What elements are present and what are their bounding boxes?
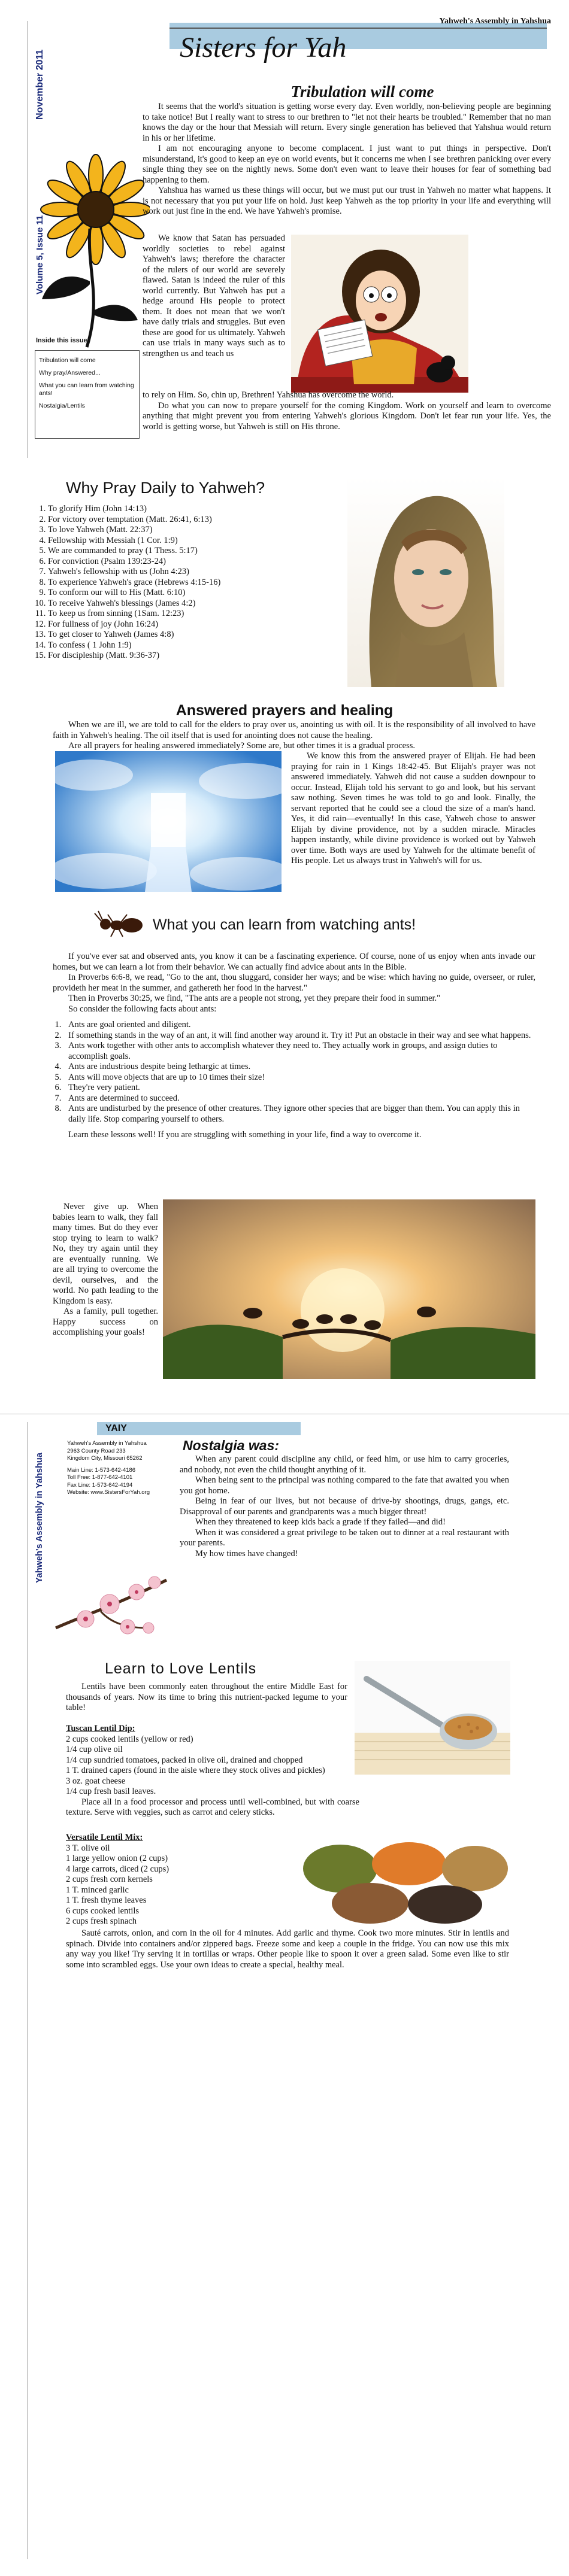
mix-ingredient: 1 T. minced garlic: [66, 1885, 129, 1895]
ants-p3: Then in Proverbs 30:25, we find, "The ants are a people not strong, yet they prepare their food in summer.": [68, 994, 441, 1003]
mix-ingredient: 2 cups fresh corn kernels: [66, 1875, 153, 1884]
inside-title: Inside this issue:: [36, 337, 90, 344]
heavenly-light-photo: [55, 751, 282, 892]
whypray-item: 11. To keep us from sinning (1Sam. 12:23): [48, 609, 343, 619]
issue-date: November 2011: [35, 49, 45, 120]
ants-fact: 2. If something stands in the way of an ant, it will find another way around it. Try it! Put an obstacle in their way and see what happens.: [63, 1031, 535, 1041]
tribulation-body-wrap: [143, 233, 285, 359]
answered-wrap: [291, 751, 535, 867]
masthead-tag: Yahweh's Assembly in Yahshua: [439, 17, 551, 26]
contact-line: 2963 County Road 233: [67, 1447, 126, 1454]
ants-p7: As a family, pull together. Happy success on accomplishing your goals!: [53, 1307, 158, 1337]
yaiy-bar: [97, 1422, 301, 1435]
nostalgia-item: Being in fear of our lives, but not because of drive-by shootings, drugs, gangs, etc. Disapproval of our parents and grandparents was a much bigger threat!: [180, 1496, 509, 1517]
nostalgia-item: When they threatened to keep kids back a grade if they failed—and did!: [195, 1517, 446, 1527]
inside-item[interactable]: What you can learn from watching ants!: [39, 382, 134, 397]
tribulation-body-bottom: [143, 390, 551, 432]
inside-item[interactable]: Why pray/Answered...: [39, 369, 101, 376]
tribulation-p2: I am not encouraging anyone to become complacent. I just want to put things in perspective. Don't misunderstand, it's good to keep an eye on world events, but it concerns me when I see brethren panicking over every single thing they see on the nightly news. Some don't even want to leave their houses for fear of something bad happening to them.: [143, 144, 551, 185]
nostalgia-body: [180, 1454, 509, 1559]
whypray-item: 15. For discipleship (Matt. 9:36-37): [48, 651, 343, 661]
answered-title: Answered prayers and healing: [175, 702, 394, 719]
mix-ingredient: 4 large carrots, diced (2 cups): [66, 1864, 170, 1874]
ants-fact: 8. Ants are undisturbed by the presence of other creatures. They ignore other species that are bigger than them. You can apply this in daily life. Stop comparing yourself to others.: [63, 1104, 535, 1125]
inside-item[interactable]: Nostalgia/Lentils: [39, 402, 86, 409]
whypray-item: 10. To receive Yahweh's blessings (James 4:2): [48, 599, 343, 609]
dip-ingredient: 1/4 cup olive oil: [66, 1745, 123, 1754]
dip-instructions: Place all in a food processor and process until well-combined, but with coarse texture. Serve with veggies, such as carrot and celery sticks.: [66, 1797, 359, 1817]
answered-p3: We know this from the answered prayer of Elijah. He had been praying for rain in 1 Kings 18:42-45. But Elijah's prayer was not answered immediately. Yahweh did not cause a sudden downpour to occur. Instead, Elijah told his servant to go and look, but his servant saw nothing. Seven times he was told to go and look. Finally, the servant reported that he could see a cloud the size of a man's hand. Yes, it did rain—eventually! In this case, Yahweh chose to answer Elijah by divine providence, not by a sudden miracle. Miracles happen instantly, while divine providence is worked out by Yahweh over time. Both ways are used by Yahweh for the ultimate benefit of His people. Let us always trust in Yahweh's will for us.: [291, 751, 535, 865]
mix-instructions-block: [66, 1928, 509, 1970]
dip-recipe: [66, 1724, 359, 1818]
ants-fact: 5. Ants will move objects that are up to 10 times their size!: [63, 1073, 535, 1083]
inside-item[interactable]: Tribulation will come: [39, 357, 96, 364]
ants-title: What you can learn from watching ants!: [153, 916, 416, 933]
answered-p2: Are all prayers for healing answered immediately? Some are, but other times it is a gradual process.: [68, 741, 415, 751]
ants-p2: In Proverbs 6:6-8, we read, "Go to the ant, thou sluggard, consider her ways; and be wise: which having no guide, overseer, or ruler, provideth her meat in the summer, and gathereth her food in the harvest.": [53, 973, 535, 993]
dip-ingredient: 1 T. drained capers (found in the aisle where they stock olives and pickles): [66, 1766, 325, 1775]
mix-ingredient: 1 T. fresh thyme leaves: [66, 1895, 147, 1905]
ants-fact: 6. They're very patient.: [63, 1083, 535, 1093]
nostalgia-item: My how times have changed!: [195, 1548, 298, 1559]
mix-ingredient: 3 T. olive oil: [66, 1843, 110, 1853]
ants-wrap: [53, 1202, 158, 1338]
contact-line: Main Line: 1-573-642-4186: [67, 1466, 136, 1474]
tribulation-p4: We know that Satan has persuaded worldly societies to rebel against Yahweh's laws; therefore the character of the rulers of our world are severely flawed. Satan is indeed the ruler of this world currently. But Yahweh has put a hedge around His people to protect them. It does not mean that we won't have daily trials and struggles. But even these are good for us ultimately. Yahweh can use trials in many ways such as to strengthen us and teach us: [143, 233, 285, 359]
tribulation-p5: Do what you can now to prepare yourself for the coming Kingdom. Work on yourself and learn to overcome anything that might prevent you from entering Yahweh's glorious Kingdom. Don't let fear run your life. Yes, the world is getting worse, but Yahweh is still on His throne.: [143, 400, 551, 432]
dip-ingredient: 3 oz. goat cheese: [66, 1776, 126, 1786]
woman-headscarf-photo: [347, 476, 504, 687]
tribulation-title: Tribulation will come: [290, 83, 434, 101]
whypray-title: Why Pray Daily to Yahweh?: [66, 479, 265, 497]
contact-line: Kingdom City, Missouri 65262: [67, 1455, 143, 1462]
ants-fact: 1. Ants are goal oriented and diligent.: [63, 1020, 535, 1031]
whypray-item: 9. To conform our will to His (Matt. 6:10): [48, 588, 343, 599]
ants-p5: Learn these lessons well! If you are struggling with something in your life, find a way to overcome it.: [68, 1130, 422, 1140]
masthead-rule: [170, 28, 547, 29]
sunflower-illustration: [30, 120, 150, 371]
whypray-item: 12. For fullness of joy (John 16:24): [48, 619, 343, 630]
whypray-item: 13. To get closer to Yahweh (James 4:8): [48, 630, 343, 640]
contact-line: Yahweh's Assembly in Yahshua: [67, 1440, 147, 1447]
ants-p6: Never give up. When babies learn to walk, they fall many times. But do they ever stop trying to learn to walk? No, they try again until they are eventually running. We are all trying to overcome the devil, ourselves, and the world. No path leading to the Kingdom is easy.: [53, 1202, 158, 1306]
ants-fact: 7. Ants are determined to succeed.: [63, 1093, 535, 1104]
lentils-intro-text: Lentils have been commonly eaten throughout the entire Middle East for thousands of years. Now its time to bring this nutrient-packed legume to your table!: [66, 1682, 347, 1712]
contact-line: Fax Line: 1-573-642-4194: [67, 1481, 133, 1489]
dip-ingredient: 2 cups cooked lentils (yellow or red): [66, 1734, 193, 1744]
whypray-item: 5. We are commanded to pray (1 Thess. 5:17): [48, 546, 343, 557]
volume-issue: Volume 5, Issue 11: [35, 215, 45, 294]
nostalgia-item: When any parent could discipline any child, or feed him, or use him to carry groceries, and nobody, not even the child thought anything of it.: [180, 1454, 509, 1475]
contact-line: Toll Free: 1-877-642-4101: [67, 1474, 133, 1481]
ants-intro: [53, 952, 535, 1141]
ants-p1: If you've ever sat and observed ants, you know it can be a fascinating experience. Of course, none of us enjoy when ants invade our homes, but we can learn a lot from their behavior. We can actually find advice about ants in the Bible.: [53, 952, 535, 972]
inside-box: [35, 350, 140, 439]
whypray-item: 4. Fellowship with Messiah (1 Cor. 1:9): [48, 536, 343, 546]
spoon-lentils-photo: [355, 1661, 510, 1775]
lentils-title: Learn to Love Lentils: [105, 1660, 257, 1677]
page2-vertical-title: Yahweh's Assembly in Yahshua: [35, 1453, 44, 1583]
whypray-list: [31, 504, 343, 661]
whypray-item: 8. To experience Yahweh's grace (Hebrews 4:15-16): [48, 578, 343, 588]
masthead-title: Sisters for Yah: [180, 32, 347, 63]
answered-intro: [53, 720, 535, 752]
whypray-item: 2. For victory over temptation (Matt. 26:41, 6:13): [48, 515, 343, 525]
contact-spacer: [67, 1463, 169, 1467]
contact-block: [67, 1440, 169, 1497]
mix-ingredient: 1 large yellow onion (2 cups): [66, 1854, 168, 1863]
answered-p1: When we are ill, we are told to call for the elders to pray over us, anointing us with oil. It is the responsibility of all involved to have faith in Yahweh's healing. The oil itself that is used for anointing does not cause the healing.: [53, 720, 535, 740]
tribulation-p4-end: to rely on Him. So, chin up, Brethren! Yahshua has overcome the world.: [143, 390, 394, 400]
cherry-blossom-illustration: [53, 1556, 172, 1646]
mix-ingredient: 6 cups cooked lentils: [66, 1906, 140, 1916]
nostalgia-item: When being sent to the principal was nothing compared to the fate that awaited you when you got home.: [180, 1475, 509, 1496]
worried-woman-illustration: [291, 235, 468, 393]
tribulation-p3: Yahshua has warned us these things will occur, but we must put our trust in Yahweh no matter what happens. It is not necessary that you put your life on hold. Just keep Yahweh as the top priority in your life and everything will work out just fine in the end. We have Yahweh's promise.: [143, 186, 551, 216]
mix-instructions: Sauté carrots, onion, and corn in the oil for 4 minutes. Add garlic and thyme. Cook two more minutes. Stir in lentils and spinach. Divide into containers and/or zippered bags. Freeze some and keep a couple in the fridge. You can now use this mix any way you like! Try serving it in tortillas or wraps. Other people like to spoon it over a green salad. Some even like to stir some into scrambled eggs. Use your own ideas to create a special, healthy meal.: [66, 1928, 509, 1970]
ant-icon: [90, 910, 147, 940]
whypray-item: 1. To glorify Him (John 14:13): [48, 504, 343, 515]
mix-recipe: [66, 1833, 293, 1927]
whypray-item: 7. Yahweh's fellowship with us (John 4:23): [48, 567, 343, 578]
ants-fact: 3. Ants work together with other ants to accomplish whatever they need to. They actually work in groups, and assign duties to accomplish goals.: [63, 1041, 535, 1062]
dip-ingredient: 1/4 cup sundried tomatoes, packed in olive oil, drained and chopped: [66, 1755, 303, 1765]
mix-ingredient: 2 cups fresh spinach: [66, 1916, 137, 1926]
whypray-item: 6. For conviction (Psalm 139:23-24): [48, 557, 343, 567]
lentils-intro: [66, 1682, 347, 1714]
lentil-varieties-photo: [298, 1833, 509, 1928]
nostalgia-title: Nostalgia was:: [183, 1438, 280, 1453]
tribulation-body-top: [143, 102, 551, 217]
mix-title: Versatile Lentil Mix:: [66, 1833, 143, 1842]
ants-bridge-photo: [163, 1199, 535, 1379]
whypray-item: 3. To love Yahweh (Matt. 22:37): [48, 525, 343, 536]
website-link[interactable]: Website: www.SistersForYah.org: [67, 1489, 150, 1496]
yaiy-label: YAIY: [105, 1423, 127, 1433]
dip-title: Tuscan Lentil Dip:: [66, 1724, 135, 1733]
tribulation-p1: It seems that the world's situation is getting worse every day. Even worldly, non-believing people are beginning to take notice! But I really want to stress to our brethren to "let not their hearts be troubled." Remember that no man knows the day or the hour that Messiah will return. Every single generation has believed that Yahshua would return in his or her lifetime.: [143, 102, 551, 143]
nostalgia-item: When it was considered a great privilege to be taken out to dinner at a real restaurant with your parents.: [180, 1527, 509, 1548]
ants-p4: So consider the following facts about ants:: [68, 1004, 217, 1014]
ants-fact: 4. Ants are industrious despite being lethargic at times.: [63, 1062, 535, 1073]
dip-ingredient: 1/4 cup fresh basil leaves.: [66, 1787, 156, 1796]
whypray-item: 14. To confess ( 1 John 1:9): [48, 640, 343, 651]
